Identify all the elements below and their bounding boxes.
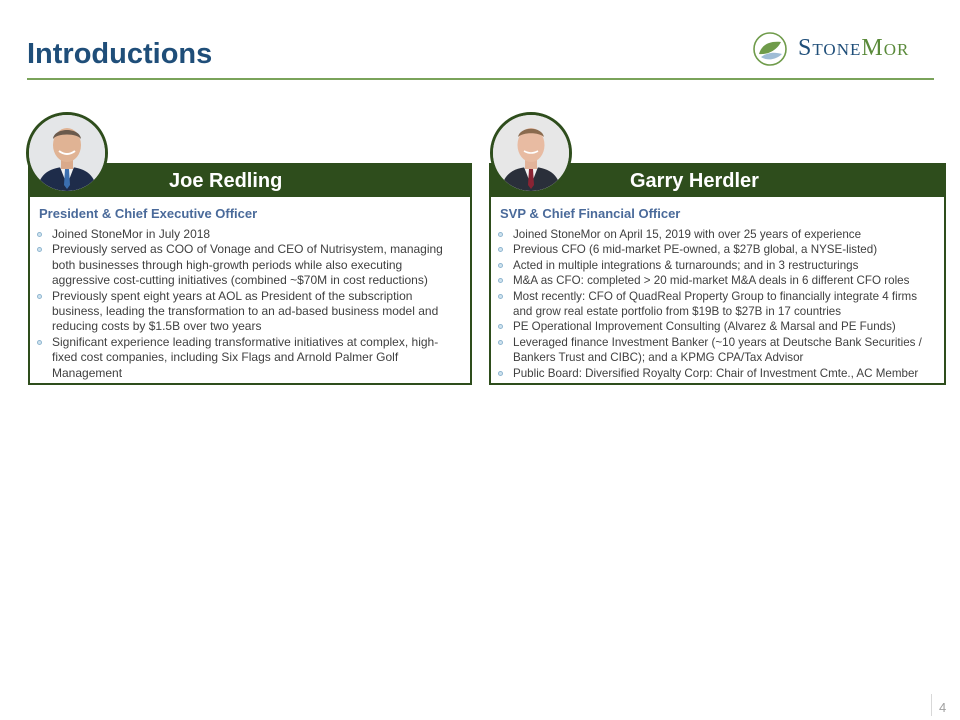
bullet-item: Joined StoneMor on April 15, 2019 with over 25 years of experience bbox=[491, 227, 936, 242]
page-number-divider bbox=[931, 694, 932, 716]
stonemor-logo bbox=[750, 30, 935, 68]
logo-wordmark: STONEMOR bbox=[798, 35, 910, 61]
page-number: 4 bbox=[939, 700, 947, 715]
bullet-item: Previously served as COO of Vonage and CEO of Nutrisystem, managing both businesses through high-growth periods while also executing aggressive cost-cutting initiatives (combined ~$70M in cost reductions) bbox=[30, 242, 462, 288]
title-divider bbox=[27, 78, 934, 80]
leaf-emblem-icon bbox=[750, 30, 790, 68]
profile-role: SVP & Chief Financial Officer bbox=[500, 206, 681, 221]
slide-title: Introductions bbox=[27, 38, 213, 70]
bullet-item: Leveraged finance Investment Banker (~10 years at Deutsche Bank Securities / Bankers Trust and CIBC); and a KPMG CPA/Tax Advisor bbox=[491, 335, 936, 366]
bullet-item: Joined StoneMor in July 2018 bbox=[30, 227, 462, 242]
portrait-photo-garry-herdler bbox=[490, 112, 572, 194]
profile-name: Joe Redling bbox=[30, 163, 470, 197]
bullet-item: Significant experience leading transformative initiatives at complex, high-fixed cost companies, including Six Flags and Arnold Palmer Golf Management bbox=[30, 335, 462, 381]
profile-role: President & Chief Executive Officer bbox=[39, 206, 258, 221]
profile-card-garry-herdler bbox=[489, 163, 946, 385]
bullet-item: Acted in multiple integrations & turnarounds; and in 3 restructurings bbox=[491, 258, 936, 273]
bullet-item: PE Operational Improvement Consulting (Alvarez & Marsal and PE Funds) bbox=[491, 319, 936, 334]
profile-card-joe-redling bbox=[28, 163, 472, 385]
profile-bullets bbox=[30, 227, 470, 381]
bullet-item: Public Board: Diversified Royalty Corp: Chair of Investment Cmte., AC Member bbox=[491, 366, 936, 381]
bullet-item: Previous CFO (6 mid-market PE-owned, a $27B global, a NYSE-listed) bbox=[491, 242, 936, 257]
bullet-item: Most recently: CFO of QuadReal Property Group to financially integrate 4 firms and grow real estate portfolio from $19B to $27B in 17 countries bbox=[491, 289, 936, 320]
bullet-item: Previously spent eight years at AOL as President of the subscription business, leading the transformation to an ad-based business model and reducing costs by $1.5B over two years bbox=[30, 289, 462, 335]
bullet-item: M&A as CFO: completed > 20 mid-market M&A deals in 6 different CFO roles bbox=[491, 273, 936, 288]
portrait-photo-joe-redling bbox=[26, 112, 108, 194]
profile-name: Garry Herdler bbox=[491, 163, 944, 197]
profile-bullets bbox=[491, 227, 944, 381]
